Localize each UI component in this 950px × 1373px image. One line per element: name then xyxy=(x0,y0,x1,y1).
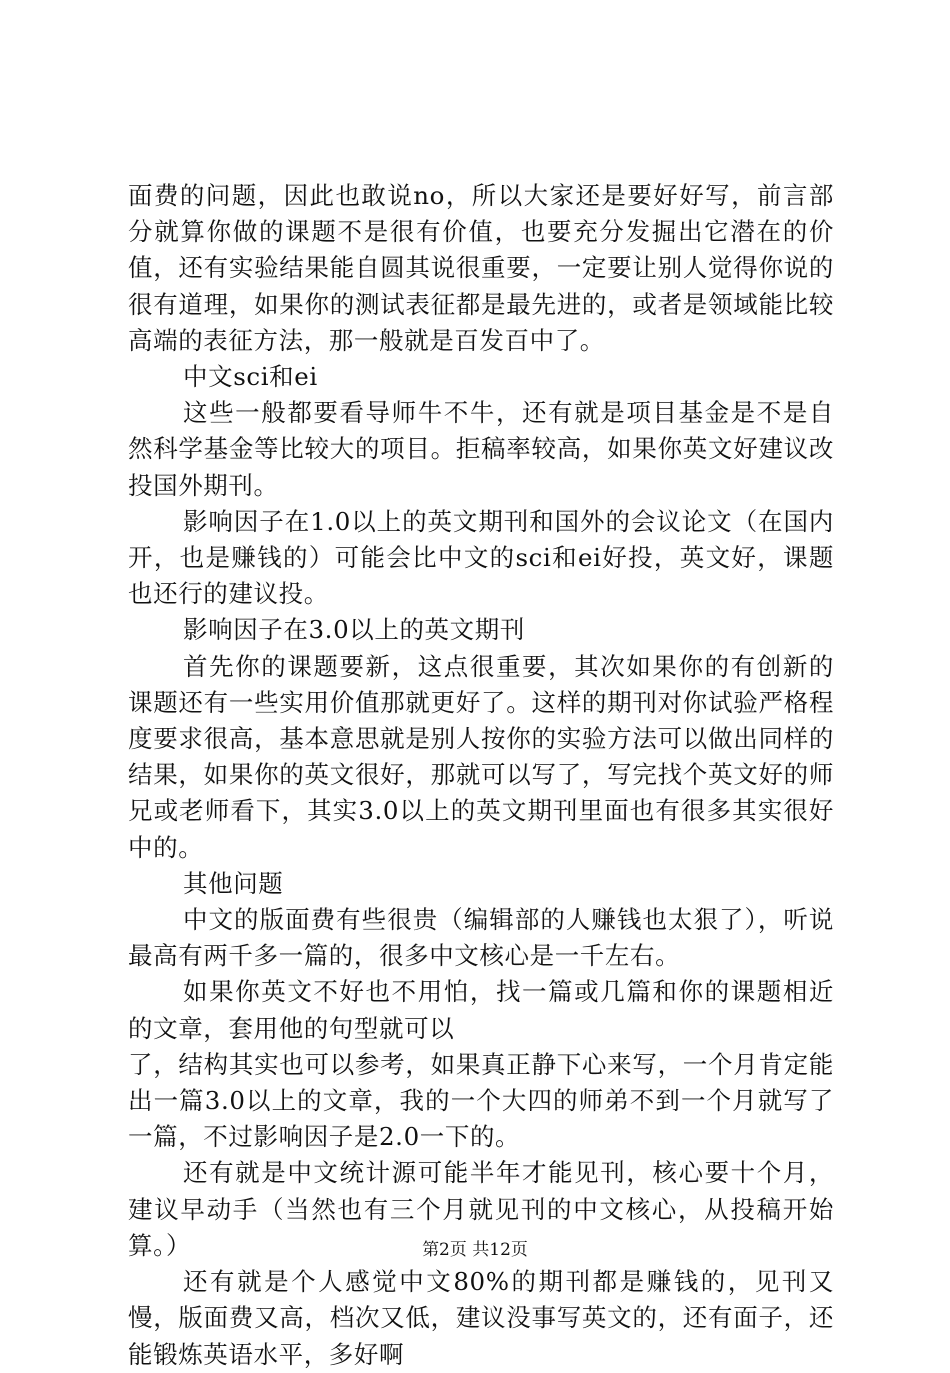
paragraph: 这些一般都要看导师牛不牛，还有就是项目基金是不是自然科学基金等比较大的项目。拒稿率较高，如果你英文好建议改投国外期刊。 xyxy=(128,398,834,500)
page-footer xyxy=(0,1238,950,1262)
paragraph: 中文的版面费有些很贵（编辑部的人赚钱也太狠了），听说最高有两千多一篇的，很多中文核心是一千左右。 xyxy=(128,905,834,971)
paragraph: 面费的问题，因此也敢说no，所以大家还是要好好写，前言部分就算你做的课题不是很有价值，也要充分发掘出它潜在的价值，还有实验结果能自圆其说很重要，一定要让别人觉得你说的很有道理，如果你的测试表征都是最先进的，或者是领域能比较高端的表征方法，那一般就是百发百中了。 xyxy=(128,181,834,355)
paragraph: 首先你的课题要新，这点很重要，其次如果你的有创新的课题还有一些实用价值那就更好了。这样的期刊对你试验严格程度要求很高，基本意思就是别人按你的实验方法可以做出同样的结果，如果你的英文很好，那就可以写了，写完找个英文好的师兄或老师看下，其实3.0以上的英文期刊里面也有很多其实很好中的。 xyxy=(128,651,834,862)
paragraph: 还有就是中文统计源可能半年才能见刊，核心要十个月，建议早动手（当然也有三个月就见刊的中文核心，从投稿开始算。） xyxy=(128,1158,834,1260)
paragraph: 影响因子在1.0以上的英文期刊和国外的会议论文（在国内开，也是赚钱的）可能会比中文的sci和ei好投，英文好，课题也还行的建议投。 xyxy=(128,506,834,609)
page-number-label: 第2页 共12页 xyxy=(422,1240,528,1260)
document-body xyxy=(128,178,834,1373)
paragraph: 如果你英文不好也不用怕，找一篇或几篇和你的课题相近的文章，套用他的句型就可以 xyxy=(128,977,834,1043)
paragraph: 了，结构其实也可以参考，如果真正静下心来写，一个月肯定能出一篇3.0以上的文章，我的一个大四的师弟不到一个月就写了一篇，不过影响因子是2.0一下的。 xyxy=(128,1049,834,1152)
section-heading-other-issues: 其他问题 xyxy=(183,868,284,898)
paragraph: 还有就是个人感觉中文80%的期刊都是赚钱的，见刊又慢，版面费又高，档次又低，建议没事写英文的，还有面子，还能锻炼英语水平，多好啊 xyxy=(128,1267,834,1369)
section-heading-impact-factor-3: 影响因子在3.0以上的英文期刊 xyxy=(183,615,525,645)
section-heading-chinese-sci-ei: 中文sci和ei xyxy=(183,362,318,392)
